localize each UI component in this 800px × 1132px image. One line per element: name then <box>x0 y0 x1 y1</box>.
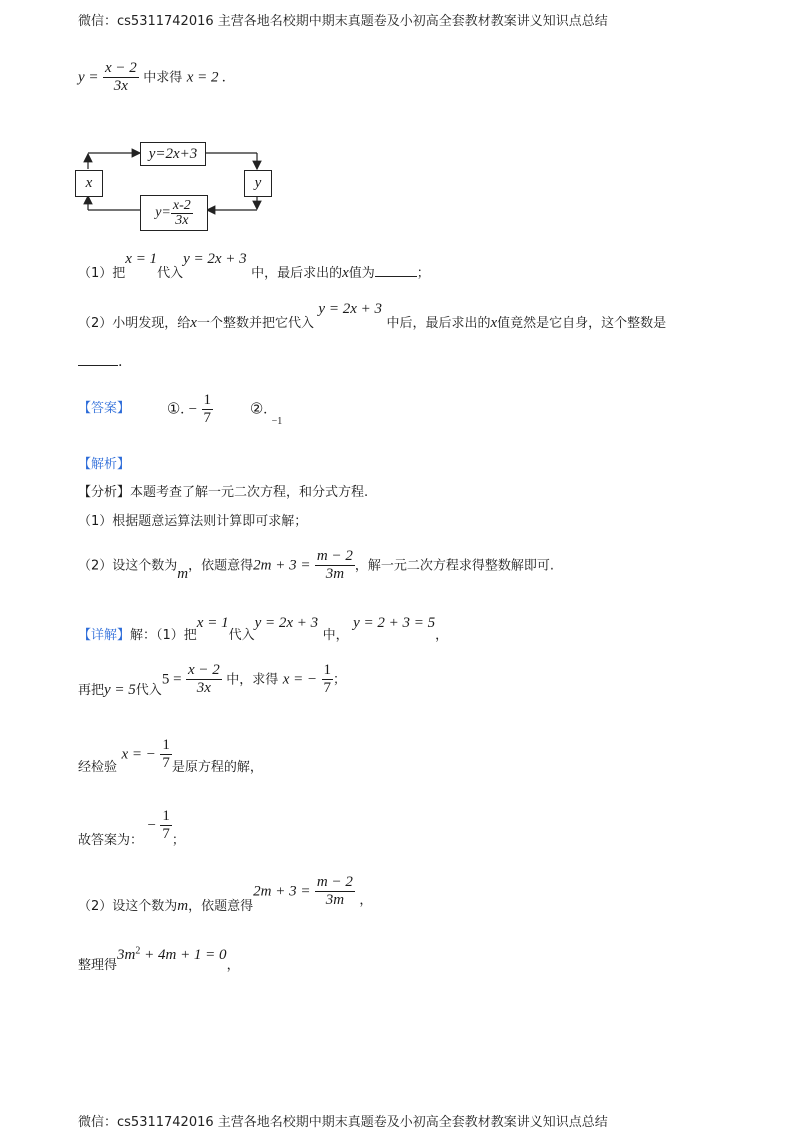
answer-1-den: 7 <box>203 410 211 426</box>
detail-l4-prefix: 故答案为： <box>78 832 144 848</box>
analysis-step-2-mid: ，依题意得 <box>188 558 254 574</box>
answer-1-sign: − <box>188 401 198 418</box>
q1-prefix: （1）把 <box>78 266 126 281</box>
q1-suffix2: 值为 <box>348 266 375 281</box>
q2-mid: 一个整数并把它代入 <box>196 316 314 331</box>
detail-l5-fraction <box>315 874 355 909</box>
flow-box-top-label: y=2x+3 <box>148 145 198 162</box>
detail-l3-end: 是原方程的解， <box>171 759 263 775</box>
fenxi-text: 本题考查了解一元二次方程，和分式方程. <box>130 485 369 500</box>
q1-cond: x = 1 <box>125 251 158 267</box>
analysis-step-2-fraction <box>315 548 355 583</box>
question-1 <box>78 250 430 284</box>
detail-l4-den: 7 <box>162 826 170 842</box>
detail-line-4 <box>78 808 185 848</box>
detail-l1-end: ， <box>435 628 449 643</box>
detail-label: 【详解】 <box>78 628 131 643</box>
detail-line-6 <box>78 944 240 973</box>
detail-l3-prefix: 经检验 <box>78 759 118 775</box>
q2-end: 值竟然是它自身，这个整数是 <box>497 316 667 331</box>
flow-box-bottom-lhs: y= <box>155 205 171 220</box>
detail-l2-den2: 7 <box>323 680 332 696</box>
intro-fraction-den: 3x <box>113 78 128 94</box>
detail-l2-num: x − 2 <box>187 662 220 678</box>
q1-sub-word: 代入 <box>157 266 184 281</box>
detail-l1-mid: 中， <box>322 628 349 643</box>
answer-2-value: −1 <box>271 415 283 427</box>
detail-l2-fraction2 <box>322 662 334 697</box>
answer-2-marker: ②. <box>249 401 268 418</box>
detail-l4-sign: − <box>147 817 156 834</box>
detail-l2-end: ； <box>333 672 347 688</box>
answer-label: 【答案】 <box>78 400 131 416</box>
detail-l1-cond: x = 1 <box>196 615 229 631</box>
detail-l2-num2: 1 <box>323 662 332 678</box>
detail-l2-sub: 代入 <box>135 682 162 698</box>
q2-var2: x <box>490 315 498 331</box>
intro-mid: 中求得 <box>143 70 183 86</box>
q2-period: . <box>118 354 123 370</box>
analysis-fenxi <box>78 481 368 500</box>
flow-box-bottom-num: x-2 <box>172 197 191 213</box>
intro-eq-lhs: y = <box>78 69 99 86</box>
analysis-step-2-var: m <box>177 565 189 582</box>
detail-l1-func: y = 2x + 3 <box>254 615 319 631</box>
analysis-step-2-prefix: （2）设这个数为 <box>78 558 178 574</box>
flow-box-bottom-den: 3x <box>175 212 189 228</box>
q1-var: x <box>342 265 349 281</box>
detail-l5-lhs: 2m + 3 = <box>253 883 311 900</box>
q1-suffix: 中，最后求出的 <box>251 266 343 281</box>
detail-l3-den: 7 <box>162 755 170 771</box>
q1-answer-blank <box>375 276 417 277</box>
detail-l6-prefix: 整理得 <box>78 958 118 973</box>
detail-l5-mid: ，依题意得 <box>188 898 254 914</box>
flow-box-x <box>75 170 103 197</box>
flow-box-y-label: y <box>254 175 262 191</box>
q2-mid2: 中后，最后求出的 <box>386 316 491 331</box>
detail-line-1 <box>78 612 448 646</box>
detail-line-2 <box>78 662 346 697</box>
detail-l2-den: 3x <box>196 680 211 696</box>
detail-l5-var: m <box>177 897 189 914</box>
intro-line <box>78 60 226 95</box>
analysis-step-2 <box>78 548 554 583</box>
detail-l2-lhs: 5 = <box>161 671 182 688</box>
flow-box-bottom <box>140 195 208 231</box>
detail-l1-sub: 代入 <box>228 628 255 643</box>
detail-l2-mid: 中，求得 <box>226 672 279 688</box>
answer-1-marker: ①. <box>166 401 185 418</box>
detail-l1-eq: y = 2 + 3 = 5 <box>353 615 436 631</box>
detail-l6-end: ， <box>226 958 240 973</box>
q2-prefix: （2）小明发现，给 <box>78 316 191 331</box>
q1-func: y = 2x + 3 <box>183 251 247 267</box>
intro-result: x = 2 . <box>186 69 226 86</box>
intro-fraction-num: x − 2 <box>104 60 137 76</box>
analysis-step-1: （1）根据题意运算法则计算即可求解； <box>78 514 308 529</box>
q2-func: y = 2x + 3 <box>318 301 382 317</box>
detail-l3-lhs: x = − <box>121 746 156 763</box>
detail-l6-eq-b: + 4m + 1 = 0 <box>140 947 227 963</box>
detail-l2-prefix: 再把 <box>78 682 105 698</box>
detail-l5-den: 3m <box>325 892 345 908</box>
answer-1-fraction <box>202 392 214 427</box>
page-header: 微信：cs5311742016 主营各地名校期中期末真题卷及小初高全套教材教案讲义知识点总结 <box>78 14 608 29</box>
flow-box-bottom-fraction <box>171 199 193 228</box>
flow-box-x-label: x <box>85 175 93 191</box>
analysis-label: 【解析】 <box>78 457 131 472</box>
analysis-step-2-den: 3m <box>325 566 345 582</box>
detail-line-3 <box>78 737 263 775</box>
q2-answer-line <box>78 354 122 370</box>
detail-l3-num: 1 <box>162 737 170 753</box>
fenxi-label: 【分析】 <box>78 485 131 500</box>
analysis-step-2-num: m − 2 <box>316 548 353 564</box>
detail-l1-prefix: 解：（1）把 <box>130 628 197 643</box>
detail-l2-lhs2: x = − <box>282 671 318 688</box>
detail-l4-num: 1 <box>162 808 170 824</box>
detail-line-5 <box>78 874 373 914</box>
page-footer: 微信：cs5311742016 主营各地名校期中期末真题卷及小初高全套教材教案讲义知识点总结 <box>78 1115 608 1130</box>
flow-diagram <box>70 135 280 230</box>
detail-l4-fraction <box>160 808 172 843</box>
question-2 <box>78 298 666 332</box>
detail-l5-end: ， <box>359 892 373 908</box>
detail-l6-sup: 2 <box>135 945 141 957</box>
flow-box-y <box>244 170 272 197</box>
detail-l5-prefix: （2）设这个数为 <box>78 898 178 914</box>
detail-l2-fraction <box>186 662 222 697</box>
detail-l3-fraction <box>160 737 172 772</box>
analysis-step-2-lhs: 2m + 3 = <box>253 557 311 574</box>
answer-1-num: 1 <box>203 392 211 408</box>
flow-box-top <box>140 142 206 166</box>
analysis-step-2-end: ，解一元二次方程求得整数解即可. <box>354 558 555 574</box>
q1-end: ； <box>416 266 430 281</box>
answer-line <box>78 392 282 427</box>
detail-l5-num: m − 2 <box>316 874 353 890</box>
detail-l2-cond: y = 5 <box>104 681 136 698</box>
detail-l4-end: ； <box>171 832 185 848</box>
q2-answer-blank <box>78 365 118 366</box>
intro-fraction <box>103 60 139 95</box>
q2-var: x <box>190 315 197 331</box>
detail-l6-eq-a: 3m <box>117 947 136 963</box>
